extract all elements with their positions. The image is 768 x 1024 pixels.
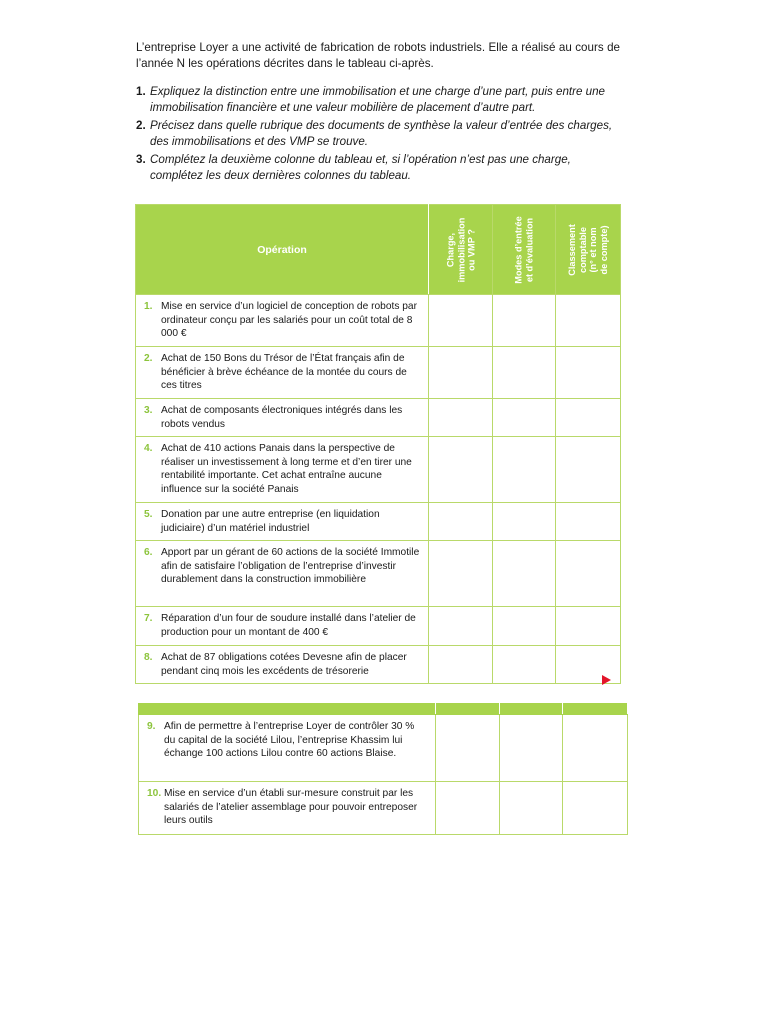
operation-text: Achat de 410 actions Panais dans la perspective de réaliser un investissement à long terme et d’en tirer une rentabilité importante. Cet achat entraîne aucune influence sur la société Panais xyxy=(161,443,412,495)
question-number: 3. xyxy=(136,153,146,166)
answer-cell-mode[interactable] xyxy=(493,347,556,399)
operation-number: 6. xyxy=(144,547,153,558)
answer-cell-type[interactable] xyxy=(429,399,493,437)
answer-cell-type[interactable] xyxy=(436,715,500,782)
answer-cell-account[interactable] xyxy=(556,541,621,607)
answer-cell-mode[interactable] xyxy=(493,295,556,347)
operation-text: Mise en service d’un logiciel de conception de robots par ordinateur conçu par les salariés pour un coût total de 8 000 € xyxy=(161,301,417,339)
operation-cell xyxy=(139,715,436,782)
table-row xyxy=(136,541,621,607)
operation-cell xyxy=(136,437,429,503)
answer-cell-account[interactable] xyxy=(563,715,628,782)
operation-text: Achat de 150 Bons du Trésor de l’État français afin de bénéficier à brève échéance de la montée du cours de ces titres xyxy=(161,353,407,391)
operation-number: 4. xyxy=(144,443,153,454)
operation-cell xyxy=(136,295,429,347)
question-number: 1. xyxy=(136,85,146,98)
operation-number: 2. xyxy=(144,353,153,364)
operation-text: Réparation d’un four de soudure installé dans l’atelier de production pour un montant de 400 € xyxy=(161,613,416,638)
operation-text: Afin de permettre à l’entreprise Loyer de contrôler 30 % du capital de la société Lilou, l’entreprise Khassim lui échange 100 actions Lilou contre 60 actions Blaise. xyxy=(164,721,415,759)
operation-text: Mise en service d’un établi sur-mesure construit par les salariés de l’atelier assemblage pour pouvoir entreposer leurs outils xyxy=(164,788,418,826)
answer-cell-mode[interactable] xyxy=(493,646,556,684)
answer-cell-account[interactable] xyxy=(556,347,621,399)
operation-cell xyxy=(136,347,429,399)
question-text: Expliquez la distinction entre une immobilisation et une charge d’une part, puis entre une immobilisation financière et une valeur mobilière de placement d’autre part. xyxy=(150,85,606,114)
operation-text: Achat de 87 obligations cotées Devesne afin de placer pendant cinq mois les excédents de trésorerie xyxy=(161,652,407,677)
operation-text: Donation par une autre entreprise (en liquidation judiciaire) d’un matériel industriel xyxy=(161,509,380,534)
answer-cell-mode[interactable] xyxy=(493,607,556,646)
continuation-arrow-icon xyxy=(602,675,611,685)
answer-cell-account[interactable] xyxy=(556,503,621,541)
answer-cell-type[interactable] xyxy=(436,782,500,835)
answer-cell-account[interactable] xyxy=(556,295,621,347)
answer-cell-mode[interactable] xyxy=(493,437,556,503)
answer-cell-account[interactable] xyxy=(556,399,621,437)
table-row xyxy=(136,347,621,399)
operation-number: 9. xyxy=(147,721,156,732)
answer-cell-mode[interactable] xyxy=(493,541,556,607)
operation-number: 3. xyxy=(144,405,153,416)
table-row xyxy=(136,437,621,503)
operation-number: 8. xyxy=(144,652,153,663)
answer-cell-type[interactable] xyxy=(429,607,493,646)
operation-cell xyxy=(136,399,429,437)
answer-cell-account[interactable] xyxy=(556,607,621,646)
operations-table-continued xyxy=(138,703,628,835)
answer-cell-account[interactable] xyxy=(563,782,628,835)
answer-cell-type[interactable] xyxy=(429,295,493,347)
operation-number: 7. xyxy=(144,613,153,624)
answer-cell-type[interactable] xyxy=(429,503,493,541)
table-row xyxy=(136,399,621,437)
answer-cell-mode[interactable] xyxy=(500,715,563,782)
answer-cell-mode[interactable] xyxy=(493,503,556,541)
operation-number: 5. xyxy=(144,509,153,520)
question-number: 2. xyxy=(136,119,146,132)
table-row xyxy=(139,782,628,835)
answer-cell-type[interactable] xyxy=(429,437,493,503)
table-header-strip xyxy=(139,704,628,715)
answer-cell-mode[interactable] xyxy=(500,782,563,835)
operation-number: 1. xyxy=(144,301,153,312)
operation-cell xyxy=(136,503,429,541)
operation-text: Achat de composants électroniques intégrés dans les robots vendus xyxy=(161,405,403,430)
table-row xyxy=(136,503,621,541)
table-row xyxy=(136,646,621,684)
answer-cell-type[interactable] xyxy=(429,541,493,607)
table-row xyxy=(136,295,621,347)
question-1 xyxy=(136,84,620,115)
operation-cell xyxy=(136,541,429,607)
operation-cell xyxy=(136,646,429,684)
header-operation: Opération xyxy=(136,205,429,295)
answer-cell-account[interactable] xyxy=(556,437,621,503)
header-classement-comptable: Classement comptable (n° et nom de compte) xyxy=(556,205,621,295)
answer-cell-mode[interactable] xyxy=(493,399,556,437)
operation-number: 10. xyxy=(147,788,162,799)
table-row xyxy=(139,715,628,782)
operation-cell xyxy=(139,782,436,835)
question-2 xyxy=(136,118,620,149)
question-3 xyxy=(136,152,620,183)
header-charge-immobilisation-vmp: Charge, immobilisation ou VMP ? xyxy=(429,205,493,295)
question-text: Précisez dans quelle rubrique des documents de synthèse la valeur d’entrée des charges, des immobilisations et des VMP se trouve. xyxy=(150,119,613,148)
operation-cell xyxy=(136,607,429,646)
questions-list xyxy=(136,84,620,186)
header-modes-entree-evaluation: Modes d’entrée et d’évaluation xyxy=(493,205,556,295)
answer-cell-type[interactable] xyxy=(429,347,493,399)
answer-cell-type[interactable] xyxy=(429,646,493,684)
operation-text: Apport par un gérant de 60 actions de la société Immotile afin de satisfaire l’obligation de l’entreprise d’investir durablement dans la construction immobilière xyxy=(161,547,420,585)
table-row xyxy=(136,607,621,646)
operations-table xyxy=(135,204,621,684)
intro-paragraph: L’entreprise Loyer a une activité de fabrication de robots industriels. Elle a réalisé au cours de l’année N les opérations décrites dans le tableau ci-après. xyxy=(136,41,620,70)
question-text: Complétez la deuxième colonne du tableau et, si l’opération n’est pas une charge, complétez les deux dernières colonnes du tableau. xyxy=(150,153,571,182)
